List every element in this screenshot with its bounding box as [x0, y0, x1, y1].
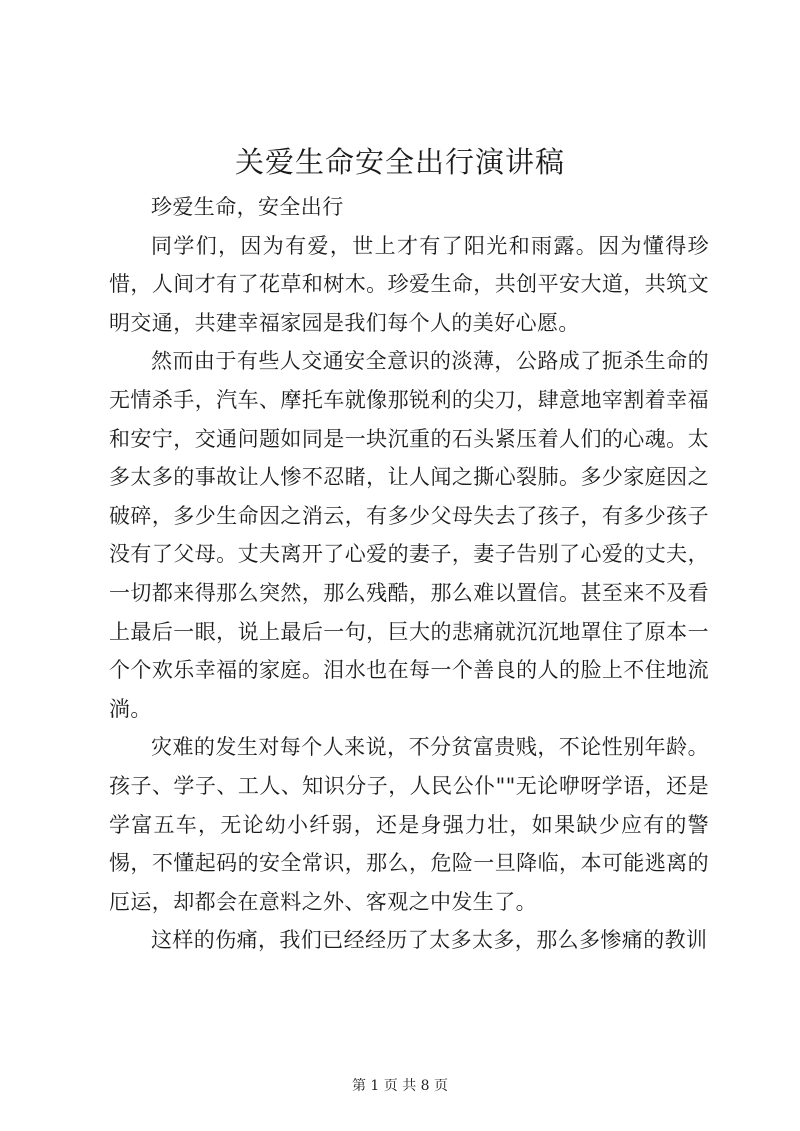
paragraph-subtitle: 珍爱生命，安全出行: [151, 195, 344, 219]
page-number-footer: 第 1 页 共 8 页: [351, 1078, 449, 1094]
document-body: [109, 188, 709, 960]
paragraph: 同学们，因为有爱，世上才有了阳光和雨露。因为懂得珍惜，人间才有了花草和树木。珍爱生命，共创平安大道，共筑文明交通，共建幸福家园是我们每个人的美好心愿。: [109, 233, 709, 335]
paragraph: 灾难的发生对每个人来说，不分贫富贵贱，不论性别年龄。孩子、学子、工人、知识分子，人民公仆""无论咿呀学语，还是学富五车，无论幼小纤弱，还是身强力壮，如果缺少应有的警惕，不懂起码的安全常识，那么，危险一旦降临，本可能逃离的厄运，却都会在意料之外、客观之中发生了。: [109, 735, 709, 914]
paragraph: 然而由于有些人交通安全意识的淡薄，公路成了扼杀生命的无情杀手，汽车、摩托车就像那锐利的尖刀，肆意地宰割着幸福和安宁，交通问题如同是一块沉重的石头紧压着人们的心魂。太多太多的事故让人惨不忍睹，让人闻之撕心裂肺。多少家庭因之破碎，多少生命因之消云，有多少父母失去了孩子，有多少孩子没有了父母。丈夫离开了心爱的妻子，妻子告别了心爱的丈夫，一切都来得那么突然，那么残酷，那么难以置信。甚至来不及看上最后一眼，说上最后一句，巨大的悲痛就沉沉地罩住了原本一个个欢乐幸福的家庭。泪水也在每一个善良的人的脸上不住地流淌。: [109, 349, 709, 721]
paragraph: 这样的伤痛，我们已经经历了太多太多，那么多惨痛的教训: [151, 928, 708, 953]
document-title: 关爱生命安全出行演讲稿: [234, 145, 565, 179]
